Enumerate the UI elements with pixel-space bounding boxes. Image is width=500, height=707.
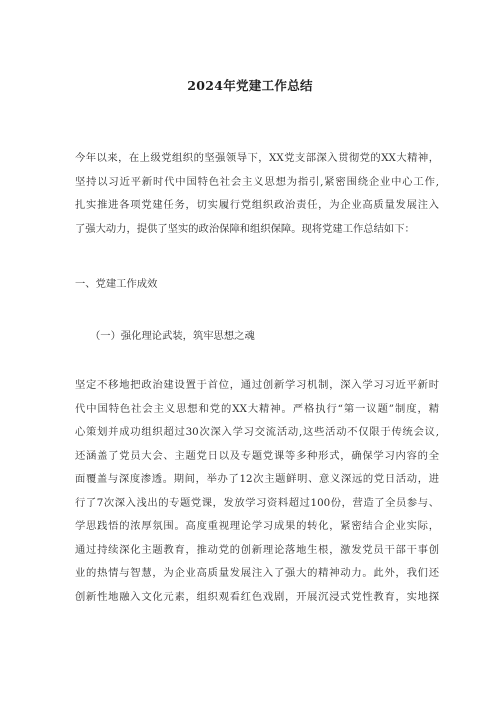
body-line: 坚定不移地把政治建设置于首位，通过创新学习机制，深入学习习近平新时 <box>75 379 439 391</box>
subsection-heading: （一）强化理论武装，筑牢思想之魂 <box>90 330 255 342</box>
intro-line: 扎实推进各项党建任务，切实履行党组织政治责任，为企业高质量发展注入 <box>75 199 439 211</box>
body-line: 业的热情与智慧，为企业高质量发展注入了强大的精神动力。此外，我们还 <box>75 567 439 579</box>
intro-paragraph <box>75 147 439 241</box>
body-line: 创新性地融入文化元素，组织观看红色戏剧，开展沉浸式党性教育，实地探 <box>75 590 439 603</box>
body-line: 面覆盖与深度渗透。期间，举办了12次主题鲜明、意义深远的党日活动，进 <box>75 473 439 485</box>
body-line: 还涵盖了党员大会、主题党日以及专题党课等多种形式，确保学习内容的全 <box>75 449 439 462</box>
body-line: 学思践悟的浓厚氛围。高度重视理论学习成果的转化，紧密结合企业实际， <box>75 520 439 532</box>
body-line: 通过持续深化主题教育，推动党的创新理论落地生根，激发党员干部干事创 <box>75 543 439 556</box>
intro-line: 坚持以习近平新时代中国特色社会主义思想为指引,紧密围绕企业中心工作, <box>75 175 439 188</box>
document-title: 2024年党建工作总结 <box>187 78 313 93</box>
intro-line: 今年以来，在上级党组织的坚强领导下，XX党支部深入贯彻党的XX大精神， <box>75 152 439 164</box>
body-paragraph <box>75 374 439 609</box>
body-line: 行了7次深入浅出的专题党课，发放学习资料超过100份，营造了全员参与、 <box>75 496 439 509</box>
section-heading: 一、党建工作成效 <box>75 278 158 290</box>
body-line: 代中国特色社会主义思想和党的XX大精神。严格执行“第一议题”制度，精 <box>75 402 439 415</box>
body-line: 心策划并成功组织超过30次深入学习交流活动,这些活动不仅限于传统会议, <box>75 426 439 438</box>
intro-line: 了强大动力，提供了坚实的政治保障和组织保障。现将党建工作总结如下： <box>75 222 415 235</box>
